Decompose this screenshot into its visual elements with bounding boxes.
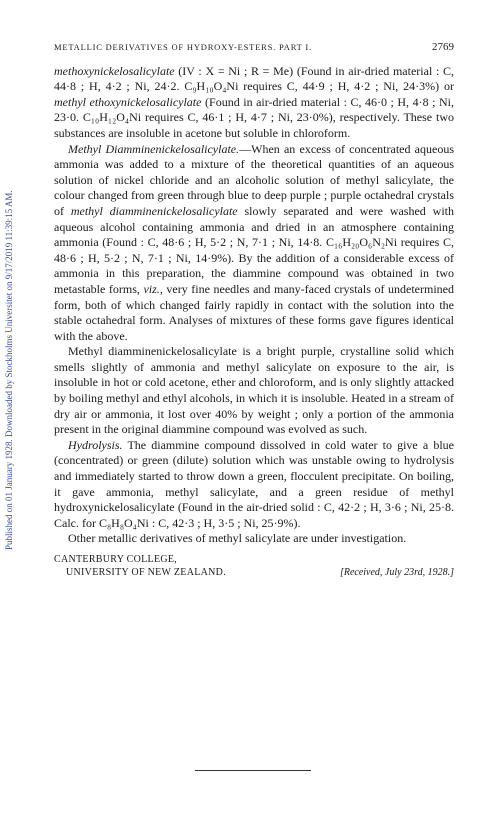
page-number: 2769 [432, 41, 454, 53]
paragraph-2: Methyl Diamminenickelosalicylate.—When an excess of concentrated aqueous ammonia was added to a mixture of the theoretical quantities of an aqueous solution of nickel chloride and an alcoholic solution of methyl salicylate, the colour changed from green through blue to deep purple ; purple octahedral crystals of methyl diamminenickelosalicylate slowly separated and were washed with aqueous alcohol containing ammonia and dried in an atmosphere containing ammonia (Found : C, 48·6 ; H, 5·2 ; N, 7·1 ; Ni, 14·8. C₁₆H₂₀O₆N₂Ni requires C, 48·6 ; H, 5·2 ; N, 7·1 ; Ni, 14·9%). By the addition of a considerable excess of ammonia in this preparation, the diammine compound was obtained in two metastable forms, viz., very fine needles and many-faced crystals of undetermined form, both of which changed fairly rapidly in contact with the solution into the stable octahedral form. Analyses of mixtures of these forms gave figures identical with the above. [54, 141, 454, 343]
paragraph-5: Other metallic derivatives of methyl salicylate are under investigation. [68, 531, 407, 546]
article-page [54, 40, 454, 579]
download-watermark: Published on 01 January 1928. Downloaded by Stockholms Universitet on 9/17/2019 11:39:15 AM. [4, 190, 14, 550]
running-header [54, 40, 454, 56]
affiliation: CANTERBURY COLLEGE, UNIVERSITY OF NEW ZEALAND. [54, 554, 227, 578]
paragraph-1: methoxynickelosalicylate (IV : X = Ni ; R = Me) (Found in air-dried material : C, 44·8 ; H, 4·2 ; Ni, 24·2. C₉H₁₀O₄Ni requires C, 44·9 ; H, 4·2 ; Ni, 24·3%) or methyl ethoxynickelosalicylate (Found in air-dried material : C, 46·0 ; H, 4·8 ; Ni, 23·0. C₁₀H₁₂O₄Ni requires C, 46·1 ; H, 4·7 ; Ni, 23·0%), respectively. These two substances are insoluble in acetone but soluble in chloroform. [54, 63, 455, 140]
signature-block [54, 553, 454, 579]
paragraph-4: Hydrolysis. The diammine compound dissolved in cold water to give a blue (concentrated) or green (dilute) solution which was unstable owing to hydrolysis and immediately started to throw down a green, flocculent precipitate. On boiling, it gave ammonia, methyl salicylate, and a green residue of methyl hydroxynickelosalicylate (Found in the air-dried solid : C, 42·2 ; H, 3·6 ; Ni, 25·8. Calc. for C₈H₈O₄Ni : C, 42·3 ; H, 3·5 ; Ni, 25·9%). [54, 437, 454, 530]
end-rule [195, 770, 311, 771]
received-date: [Received, July 23rd, 1928.] [339, 567, 454, 578]
running-title: METALLIC DERIVATIVES OF HYDROXY-ESTERS. PART I. [54, 42, 312, 52]
paragraph-3: Methyl diamminenickelosalicylate is a bright purple, crystalline solid which smells slightly of ammonia and methyl salicylate on exposure to the air, is insoluble in hot or cold acetone, ether and chloroform, and is only slightly attacked by boiling methyl and ethyl alcohols, in which it is insoluble. Heated in a stream of dry air or ammonia, it lost over 40% by weight ; only a portion of the ammonia present in the original diammine compound was evolved as such. [54, 344, 454, 437]
